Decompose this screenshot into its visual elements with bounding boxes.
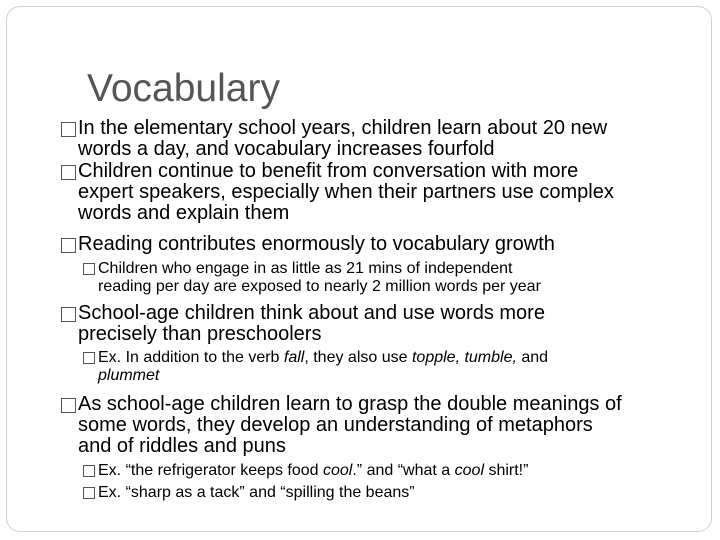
italic-term: topple, tumble,: [411, 349, 517, 366]
square-bullet-icon: [61, 122, 76, 137]
square-bullet-icon: [83, 487, 95, 499]
bullet-text: [98, 462, 698, 480]
italic-term: cool: [454, 462, 484, 479]
bullet-line: [98, 367, 698, 385]
bullet-text: [78, 303, 698, 345]
bullet-line: School-age children think about and use words more: [78, 302, 545, 324]
square-bullet-icon: [61, 165, 76, 180]
text-segment: Ex. “the refrigerator keeps food: [98, 462, 323, 479]
slide-title: Vocabulary: [87, 67, 280, 110]
bullet-line: [98, 462, 698, 480]
square-bullet-icon: [83, 352, 95, 364]
text-segment: .” and “what a: [352, 462, 455, 479]
italic-term: cool: [323, 462, 353, 479]
bullet-line: precisely than preschoolers: [78, 323, 322, 345]
bullet-line: [98, 349, 698, 367]
bullet-line: Reading contributes enormously to vocabulary growth: [78, 233, 555, 255]
bullet-line: some words, they develop an understanding of metaphors: [78, 414, 593, 436]
square-bullet-icon: [61, 307, 76, 322]
square-bullet-icon: [61, 398, 76, 413]
bullet-line: and of riddles and puns: [78, 435, 286, 457]
bullet-line: Children continue to benefit from conversation with more: [78, 160, 579, 182]
bullet-text: [78, 394, 698, 457]
bullet-line: words and explain them: [78, 202, 290, 224]
bullet-line: Ex. “sharp as a tack” and “spilling the beans”: [98, 484, 415, 501]
italic-term: plummet: [98, 367, 160, 384]
bullet-line: words a day, and vocabulary increases fourfold: [78, 138, 495, 160]
square-bullet-icon: [61, 238, 76, 253]
bullet-line: expert speakers, especially when their partners use complex: [78, 181, 614, 203]
bullet-text: [98, 349, 698, 385]
bullet-line: In the elementary school years, children learn about 20 new: [78, 117, 608, 139]
bullet-text: [78, 118, 698, 160]
italic-term: fall: [283, 349, 305, 366]
bullet-text: [98, 260, 698, 296]
text-segment: shirt!”: [484, 462, 529, 479]
bullet-text: [78, 161, 698, 224]
bullet-text: [78, 234, 698, 255]
text-segment: and: [516, 349, 549, 366]
square-bullet-icon: [83, 263, 95, 275]
bullet-line: As school-age children learn to grasp the double meanings of: [78, 393, 622, 415]
bullet-line: reading per day are exposed to nearly 2 million words per year: [98, 278, 541, 295]
square-bullet-icon: [83, 465, 95, 477]
bullet-line: Children who engage in as little as 21 mins of independent: [98, 260, 513, 277]
text-segment: , they also use: [304, 349, 412, 366]
text-segment: Ex. In addition to the verb: [98, 349, 284, 366]
bullet-text: [98, 484, 698, 502]
